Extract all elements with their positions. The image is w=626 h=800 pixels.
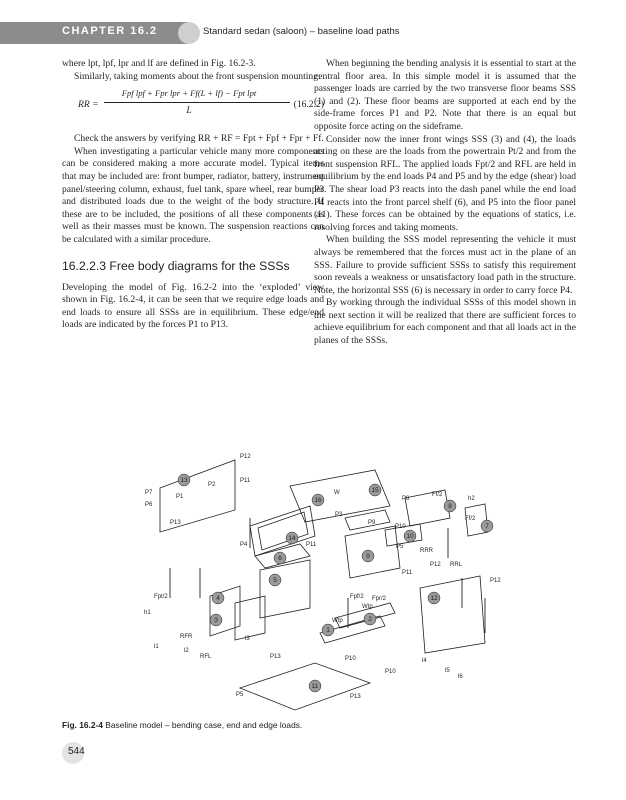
equation-lhs: RR = (78, 99, 99, 111)
label-l6: l6 (458, 674, 463, 680)
label-p1: P1 (176, 494, 184, 500)
paragraph: When beginning the bending analysis it is essential to start at the central floor area. In this simple model it is assumed that the passenger loads are carried by the two transverse floor beams SSS (1) and (2). These floor beams are supported at each end by the side-frame forces P1 and P2. Note that there is an equal but opposite force acting on the sideframe. (314, 58, 576, 132)
header-marker (178, 22, 200, 44)
label-ff2: Ff/2 (432, 492, 443, 498)
label-w: W (334, 490, 340, 496)
label-p10-b: P10 (385, 669, 396, 675)
label-p9: P9 (368, 520, 376, 526)
label-p10-c: P10 (345, 656, 356, 662)
comp-9: 9 (366, 553, 370, 560)
label-p10: P10 (395, 524, 406, 530)
left-column (62, 58, 324, 332)
section-heading: 16.2.2.3 Free body diagrams for the SSSs (62, 258, 290, 273)
label-p12-b: P12 (430, 562, 441, 568)
comp-12: 12 (430, 595, 438, 602)
comp-2: 2 (368, 616, 372, 623)
paragraph: Consider now the inner front wings SSS (3) and (4), the loads acting on these are the loads from the powertrain Pt/2 and from the front suspension RFL. The applied loads Fpt/2 and RFL are held in equilibrium by the end loads P4 and P5 and by the edge (shear) load P3. The shear load P3 reacts into the dash panel while the end load P4 reacts into the front parcel shelf (6), and P5 into the floor panel (11). These forces can be obtained by the equations of statics, i.e. resolving forces and taking moments. (314, 133, 576, 233)
comp-4: 4 (216, 595, 220, 602)
paragraph: Check the answers by verifying RR + RF = Fpt + Fpf + Fpr + Ff. (74, 133, 324, 145)
label-p7: P7 (145, 490, 153, 496)
comp-15: 15 (371, 487, 379, 494)
right-column (314, 58, 576, 348)
label-p13-c: P13 (350, 694, 361, 700)
label-p5-b: P5 (236, 692, 244, 698)
panel-8 (405, 490, 450, 526)
comp-7: 7 (485, 523, 489, 530)
figure-caption (62, 720, 302, 730)
paragraph: Developing the model of Fig. 16.2-2 into the ‘exploded’ view shown in Fig. 16.2-4, it can be seen that we require edge loads and end loads to ensure all SSSs are in equilibrium. These edge/end loads are indicated by the forces P1 to P13. (62, 281, 324, 331)
comp-5: 5 (273, 577, 277, 584)
label-p4: P4 (240, 542, 248, 548)
equation-number: (16.2.2) (293, 99, 324, 111)
label-wtp: Wtp (362, 604, 373, 610)
label-rfr: RFR (180, 634, 193, 640)
label-p8: P8 (402, 496, 410, 502)
label-p2: P2 (208, 482, 216, 488)
label-p13-b: P13 (270, 654, 281, 660)
fraction-bar (104, 102, 290, 103)
label-p3: P3 (335, 512, 343, 518)
comp-6: 6 (278, 555, 282, 562)
label-p11-c: P11 (402, 570, 413, 576)
label-rrr: RRR (420, 548, 433, 554)
label-rrl: RRL (450, 562, 463, 568)
running-header (0, 0, 626, 44)
label-fpt2: Fpt/2 (154, 594, 168, 600)
label-l1: l1 (154, 644, 159, 650)
label-p5: P5 (396, 544, 404, 550)
page-number: 544 (68, 746, 85, 757)
label-p13: P13 (170, 520, 181, 526)
comp-10: 10 (406, 533, 414, 540)
comp-11: 11 (311, 683, 319, 690)
comp-1: 1 (326, 627, 330, 634)
comp-8: 8 (448, 503, 452, 510)
label-l3: l3 (245, 636, 250, 642)
paragraph: When investigating a particular vehicle many more components can be considered making a more accurate model. Typical items that may be included are: front bumper, radiator, battery, instrument panel/steering column, exhaust, fuel tank, spare wheel, rear bumper and distributed loads due to the weight of the body structure. If these are to be included, the positions of all these components as well as their masses must be known. The suspension reactions can be calculated with a similar procedure. (62, 145, 324, 245)
comp-13: 13 (180, 477, 188, 484)
running-title: Standard sedan (saloon) – baseline load paths (203, 26, 400, 37)
label-fpr2: Fpr/2 (372, 596, 387, 602)
label-wtp-2: Wtp (332, 618, 343, 624)
label-l5: l5 (445, 668, 450, 674)
comp-14: 14 (288, 535, 296, 542)
panel-5 (260, 560, 310, 618)
equation-numerator: Fpf lpf + Fpr lpr + Ff(L + lf) − Fpt lpt (121, 88, 257, 99)
label-l4: l4 (422, 658, 427, 664)
equation-denominator: L (186, 105, 192, 117)
label-fpf2: Fpf/2 (350, 594, 364, 600)
paragraph: Similarly, taking moments about the front suspension mounting: (74, 70, 321, 82)
label-p6: P6 (145, 502, 153, 508)
equation-16-2-2 (62, 87, 324, 125)
caption-label: Fig. 16.2-4 (62, 720, 103, 730)
panel-12 (420, 576, 485, 653)
paragraph: By working through the individual SSSs of this model shown in the next section it will be realized that there are sufficient forces to achieve equilibrium for each component and that all loads act in the planes of the SSSs. (314, 297, 576, 347)
paragraph: where lpt, lpf, lpr and lf are defined in Fig. 16.2-3. (62, 58, 256, 69)
label-ff2-b: Ff/2 (465, 516, 476, 522)
panel-11 (240, 663, 370, 710)
label-l2: l2 (184, 648, 189, 654)
label-p12-c: P12 (490, 578, 501, 584)
label-h2: h2 (468, 496, 475, 502)
chapter-label: CHAPTER 16.2 (62, 25, 158, 37)
comp-16: 16 (314, 497, 322, 504)
label-h1: h1 (144, 610, 151, 616)
paragraph: When building the SSS model representing the vehicle it must always be remembered that the forces must act in the plane of an SSS. Failure to provide sufficient SSSs to satisfy this requirement soon reveals a weakness or unsatisfactory load path in the structure. Note, the horizontal SSS (6) is necessary in order to carry force P4. (314, 234, 576, 296)
comp-3: 3 (214, 617, 218, 624)
label-p11-b: P11 (306, 542, 317, 548)
label-rfl: RFL (200, 654, 212, 660)
label-p11-a: P11 (240, 478, 251, 484)
label-p12-a: P12 (240, 454, 251, 460)
caption-text: Baseline model – bending case, end and edge loads. (105, 720, 303, 730)
exploded-view-diagram (140, 448, 540, 716)
